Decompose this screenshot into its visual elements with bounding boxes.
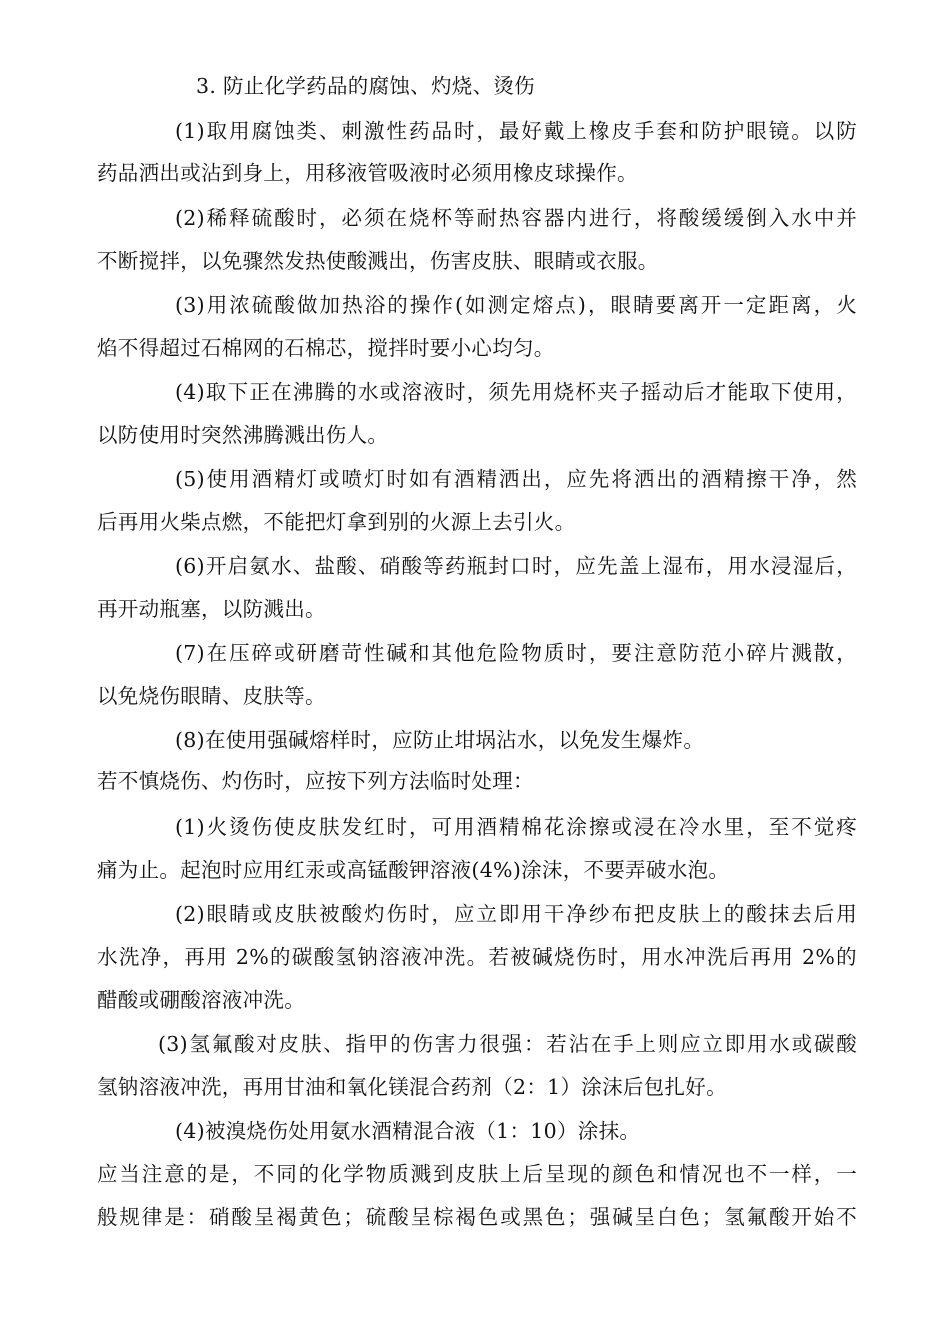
- paragraph-line: (6)开启氨水、盐酸、硝酸等药瓶封口时，应先盖上湿布，用水浸湿后，: [175, 554, 857, 578]
- paragraph-line: 以防使用时突然沸腾溅出伤人。: [97, 423, 389, 447]
- paragraph-line: 般规律是：硝酸呈褐黄色；硫酸呈棕褐色或黑色；强碱呈白色；氢氟酸开始不: [97, 1205, 857, 1229]
- paragraph-line: 以免烧伤眼睛、皮肤等。: [97, 684, 326, 708]
- paragraph-line: 醋酸或硼酸溶液冲洗。: [97, 988, 305, 1012]
- paragraph-line: 水洗净，再用 2%的碳酸氢钠溶液冲洗。若被碱烧伤时，用水冲洗后再用 2%的: [97, 945, 857, 969]
- section-heading: 3. 防止化学药品的腐蚀、灼烧、烫伤: [196, 74, 535, 98]
- paragraph-line: (4)取下正在沸腾的水或溶液时，须先用烧杯夹子摇动后才能取下使用，: [175, 380, 857, 404]
- paragraph-line: 氢钠溶液冲洗，再用甘油和氧化镁混合药剂（2：1）涂沫后包扎好。: [97, 1075, 727, 1099]
- paragraph-line: (1)取用腐蚀类、刺激性药品时，最好戴上橡皮手套和防护眼镜。以防: [175, 119, 857, 143]
- paragraph-line: (8)在使用强碱熔样时，应防止坩埚沾水，以免发生爆炸。: [175, 728, 705, 752]
- paragraph-line: 再开动瓶塞，以防溅出。: [97, 597, 326, 621]
- paragraph-line: 应当注意的是，不同的化学物质溅到皮肤上后呈现的颜色和情况也不一样，一: [97, 1162, 857, 1186]
- paragraph-line: (5)使用酒精灯或喷灯时如有酒精洒出，应先将洒出的酒精擦干净，然: [175, 467, 857, 491]
- paragraph-line: 焰不得超过石棉网的石棉芯，搅拌时要小心均匀。: [97, 336, 555, 360]
- paragraph-line: 若不慎烧伤、灼伤时，应按下列方法临时处理：: [97, 769, 534, 793]
- paragraph-line: (4)被溴烧伤处用氨水酒精混合液（1：10）涂抹。: [175, 1119, 641, 1143]
- paragraph-line: (7)在压碎或研磨苛性碱和其他危险物质时，要注意防范小碎片溅散，: [175, 641, 857, 665]
- paragraph-line: (1)火烫伤使皮肤发红时，可用酒精棉花涂擦或浸在冷水里，至不觉疼: [175, 815, 857, 839]
- paragraph-line: 痛为止。起泡时应用红汞或高锰酸钾溶液(4%)涂沫，不要弄破水泡。: [97, 858, 730, 882]
- paragraph-line: (2)稀释硫酸时，必须在烧杯等耐热容器内进行，将酸缓缓倒入水中并: [175, 206, 857, 230]
- paragraph-line: (3)氢氟酸对皮肤、指甲的伤害力很强：若沾在手上则应立即用水或碳酸: [158, 1032, 857, 1056]
- paragraph-line: (2)眼睛或皮肤被酸灼伤时，应立即用干净纱布把皮肤上的酸抹去后用: [175, 902, 857, 926]
- paragraph-line: 不断搅拌，以免骤然发热使酸溅出，伤害皮肤、眼睛或衣服。: [97, 249, 659, 273]
- paragraph-line: 后再用火柴点燃，不能把灯拿到别的火源上去引火。: [97, 510, 576, 534]
- paragraph-line: (3)用浓硫酸做加热浴的操作(如测定熔点)，眼睛要离开一定距离，火: [175, 293, 857, 317]
- paragraph-line: 药品洒出或沾到身上，用移液管吸液时必须用橡皮球操作。: [97, 161, 638, 185]
